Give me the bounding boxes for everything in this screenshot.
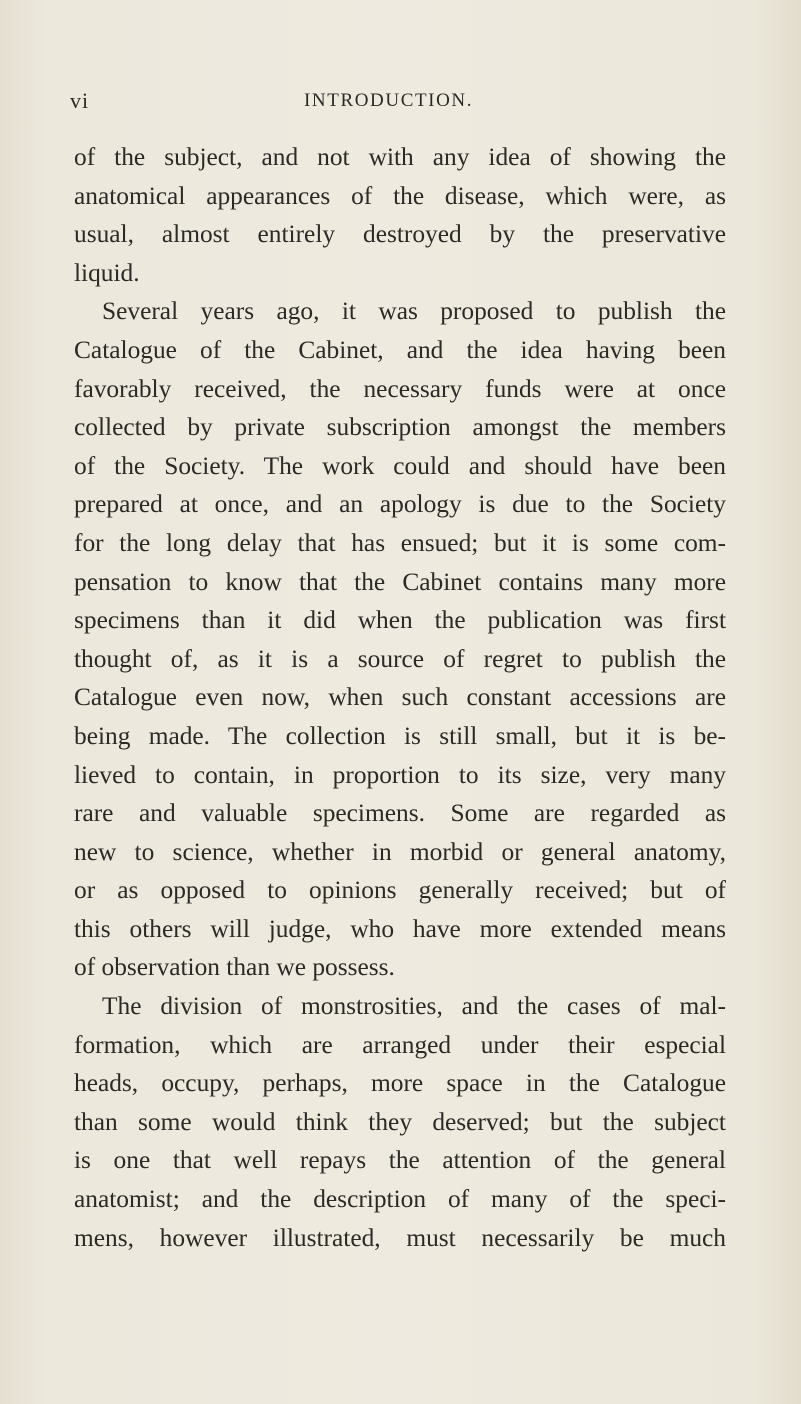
body-text — [74, 138, 726, 1257]
text-line: than some would think they deserved; but the subject — [74, 1107, 726, 1136]
page-header — [70, 86, 720, 116]
text-line: for the long delay that has ensued; but it is some com- — [74, 528, 726, 557]
text-line: new to science, whether in morbid or general anatomy, — [74, 837, 726, 866]
text-line: pensation to know that the Cabinet contains many more — [74, 567, 726, 596]
text-line: prepared at once, and an apology is due to the Society — [74, 490, 726, 519]
text-line: The division of monstrosities, and the cases of mal- — [102, 992, 726, 1021]
text-line: favorably received, the necessary funds were at once — [74, 374, 726, 403]
text-line: specimens than it did when the publication was first — [74, 606, 726, 635]
text-line: usual, almost entirely destroyed by the preservative — [74, 220, 726, 249]
text-line: of observation than we possess. — [74, 953, 395, 982]
text-line: rare and valuable specimens. Some are regarded as — [74, 799, 726, 828]
text-line: Several years ago, it was proposed to publish the — [102, 297, 726, 326]
text-line: lieved to contain, in proportion to its size, very many — [74, 760, 726, 789]
text-line: liquid. — [74, 258, 140, 287]
running-head: INTRODUCTION. — [304, 90, 474, 111]
text-line: Catalogue even now, when such constant accessions are — [74, 683, 726, 712]
page-number: vi — [70, 88, 90, 113]
text-line: heads, occupy, perhaps, more space in the Catalogue — [74, 1069, 726, 1098]
text-line: mens, however illustrated, must necessarily be much — [74, 1223, 726, 1252]
text-line: this others will judge, who have more extended means — [74, 914, 726, 943]
text-line: thought of, as it is a source of regret to publish the — [74, 644, 726, 673]
text-line: or as opposed to opinions generally received; but of — [74, 876, 726, 905]
text-line: is one that well repays the attention of the general — [74, 1146, 726, 1175]
text-line: of the subject, and not with any idea of showing the — [74, 143, 726, 171]
text-line: collected by private subscription amongst the members — [74, 413, 726, 442]
text-line: of the Society. The work could and should have been — [74, 451, 726, 480]
text-line: being made. The collection is still small, but it is be- — [74, 721, 726, 750]
text-line: anatomical appearances of the disease, which were, as — [74, 181, 726, 210]
text-line: formation, which are arranged under their especial — [74, 1030, 726, 1059]
text-line: Catalogue of the Cabinet, and the idea having been — [74, 335, 726, 364]
text-line: anatomist; and the description of many of the speci- — [74, 1185, 726, 1214]
